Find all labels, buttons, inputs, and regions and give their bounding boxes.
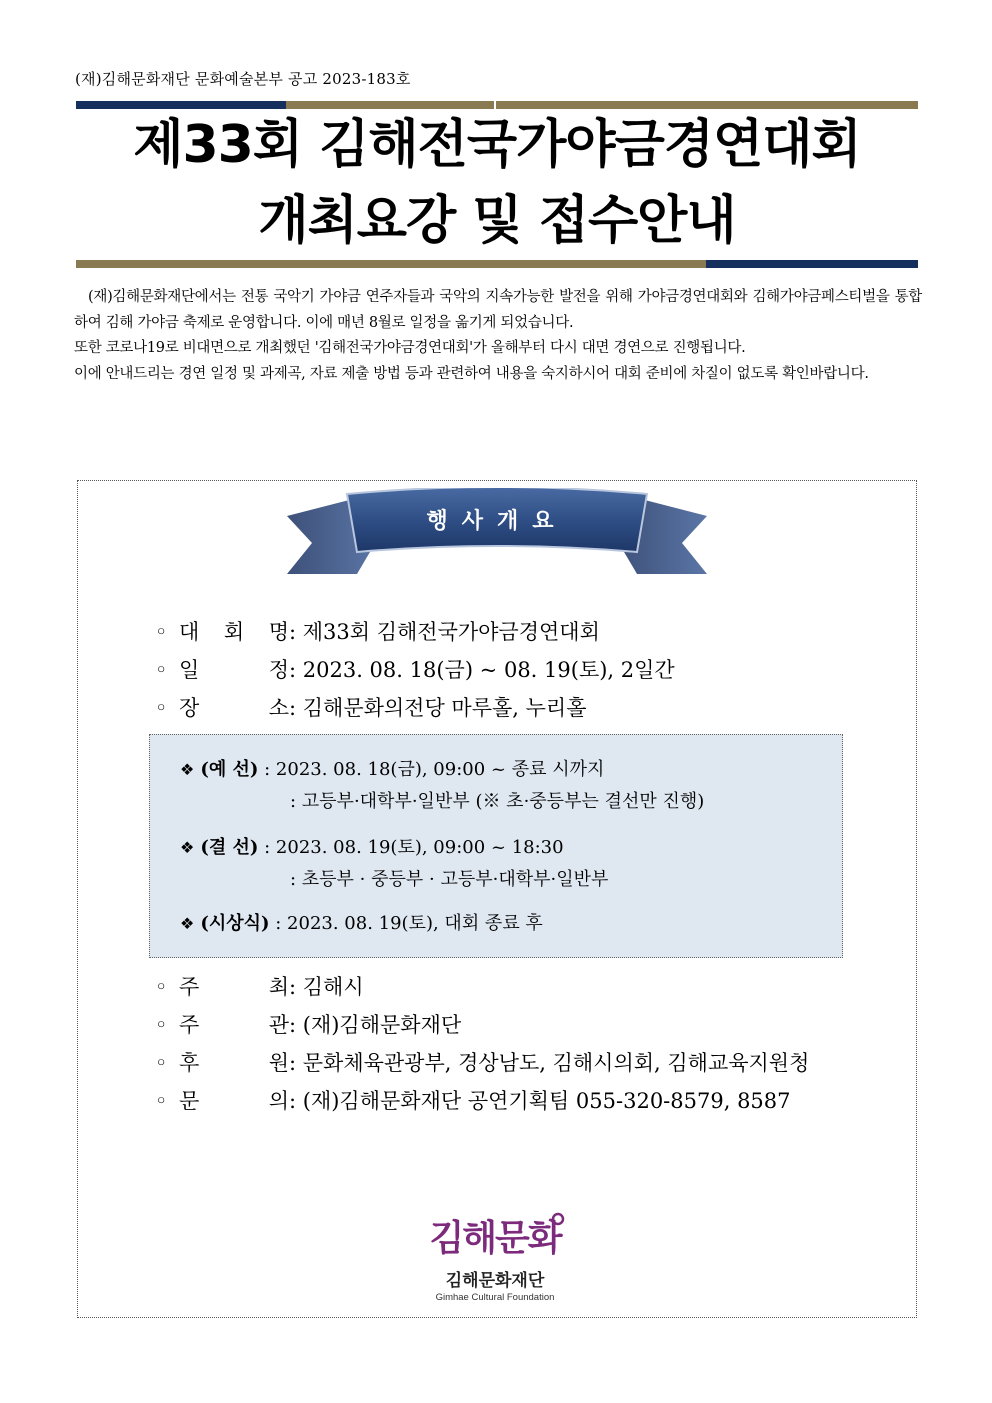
overview-value: : 제33회 김해전국가야금경연대회 <box>289 620 600 644</box>
top-divider-bar <box>76 101 918 109</box>
organizer-label <box>179 1082 289 1120</box>
ribbon-label: 행사개요 <box>426 509 568 534</box>
organizer-label-char: 관 <box>268 1013 289 1037</box>
prelim-divisions: : 고등부·대학부·일반부 (※ 초·중등부는 결선만 진행) <box>290 791 705 812</box>
organizer-label-char: 의 <box>268 1089 289 1113</box>
organizer-row <box>155 1044 809 1082</box>
organizer-label-char: 주 <box>179 1013 200 1037</box>
schedule-box <box>149 734 843 958</box>
overview-row <box>155 689 675 727</box>
overview-label-char: 회 <box>223 620 245 644</box>
award-tag: (시상식) <box>200 913 270 934</box>
organizer-row <box>155 1082 809 1120</box>
intro-text <box>74 285 922 387</box>
diamond-bullet-icon: ❖ <box>180 760 195 779</box>
overview-label-char: 일 <box>179 658 200 682</box>
bottom-divider-bar <box>76 260 918 268</box>
organizer-value: : 문화체육관광부, 경상남도, 김해시의회, 김해교육지원청 <box>289 1051 810 1075</box>
organizer-value: : (재)김해문화재단 공연기획팀 055-320-8579, 8587 <box>289 1089 791 1113</box>
logo-english-name: Gimhae Cultural Foundation <box>435 1292 555 1303</box>
prelim-row <box>180 755 604 785</box>
section-ribbon <box>287 488 707 580</box>
svg-text:김해문화: 김해문화 <box>429 1218 561 1259</box>
award-time: : 2023. 08. 19(토), 대회 종료 후 <box>269 913 543 934</box>
overview-label-char: 대 <box>179 620 200 644</box>
overview-label <box>179 689 289 727</box>
prelim-tag: (예 선) <box>200 759 259 780</box>
organizer-row <box>155 968 809 1006</box>
page-title-line2: 개최요강 및 접수안내 <box>258 191 736 251</box>
organizer-list <box>155 968 809 1120</box>
final-divisions: : 초등부 · 중등부 · 고등부·대학부·일반부 <box>290 869 609 890</box>
organizer-label-char: 주 <box>179 975 200 999</box>
overview-label <box>179 651 289 689</box>
circle-bullet-icon: ◦ <box>155 658 168 682</box>
overview-row <box>155 651 675 689</box>
diamond-bullet-icon: ❖ <box>180 914 195 933</box>
final-time: : 2023. 08. 19(토), 09:00 ~ 18:30 <box>258 837 564 858</box>
organizer-label-char: 문 <box>179 1089 200 1113</box>
intro-paragraph-3: 이에 안내드리는 경연 일정 및 과제곡, 자료 제출 방법 등과 관련하여 내용을 숙지하시어 대회 준비에 차질이 없도록 확인바랍니다. <box>74 365 869 382</box>
intro-paragraph-1: (재)김해문화재단에서는 전통 국악기 가야금 연주자들과 국악의 지속가능한 발전을 위해 가야금경연대회와 김해가야금페스티벌을 통합하여 김해 가야금 축제로 운영합니다. 이에 매년 8월로 일정을 옮기게 되었습니다. <box>74 289 922 331</box>
final-tag: (결 선) <box>200 837 259 858</box>
prelim-time: : 2023. 08. 18(금), 09:00 ~ 종료 시까지 <box>258 759 605 780</box>
organizer-label-char: 후 <box>179 1051 200 1075</box>
circle-bullet-icon: ◦ <box>155 1013 168 1037</box>
organizer-label <box>179 1006 289 1044</box>
diamond-bullet-icon: ❖ <box>180 838 195 857</box>
intro-paragraph-2: 또한 코로나19로 비대면으로 개최했던 '김해전국가야금경연대회'가 올해부터 다시 대면 경연으로 진행됩니다. <box>74 340 746 356</box>
overview-row <box>155 613 675 651</box>
overview-label-char: 정 <box>268 658 289 682</box>
circle-bullet-icon: ◦ <box>155 975 168 999</box>
overview-value: : 2023. 08. 18(금) ~ 08. 19(토), 2일간 <box>289 658 675 682</box>
circle-bullet-icon: ◦ <box>155 620 168 644</box>
organizer-label <box>179 1044 289 1082</box>
award-row <box>180 909 543 939</box>
final-row <box>180 833 564 863</box>
notice-number: (재)김해문화재단 문화예술본부 공고 2023-183호 <box>75 70 411 88</box>
organizer-label-char: 최 <box>268 975 289 999</box>
overview-label <box>179 613 289 651</box>
overview-label-char: 장 <box>179 696 200 720</box>
overview-label-char: 소 <box>268 696 289 720</box>
overview-value: : 김해문화의전당 마루홀, 누리홀 <box>289 696 587 720</box>
overview-list <box>155 613 675 727</box>
organizer-label-char: 원 <box>268 1051 289 1075</box>
organizer-label <box>179 968 289 1006</box>
circle-bullet-icon: ◦ <box>155 1089 168 1113</box>
circle-bullet-icon: ◦ <box>155 696 168 720</box>
organizer-value: : 김해시 <box>289 975 364 999</box>
organizer-value: : (재)김해문화재단 <box>289 1013 462 1037</box>
page-title-line1: 제33회 김해전국가야금경연대회 <box>133 115 861 175</box>
organizer-row <box>155 1006 809 1044</box>
logo-name: 김해문화재단 <box>445 1271 545 1291</box>
circle-bullet-icon: ◦ <box>155 1051 168 1075</box>
logo-mark-icon <box>420 1210 570 1262</box>
overview-label-char: 명 <box>268 620 289 644</box>
foundation-logo <box>420 1210 570 1310</box>
